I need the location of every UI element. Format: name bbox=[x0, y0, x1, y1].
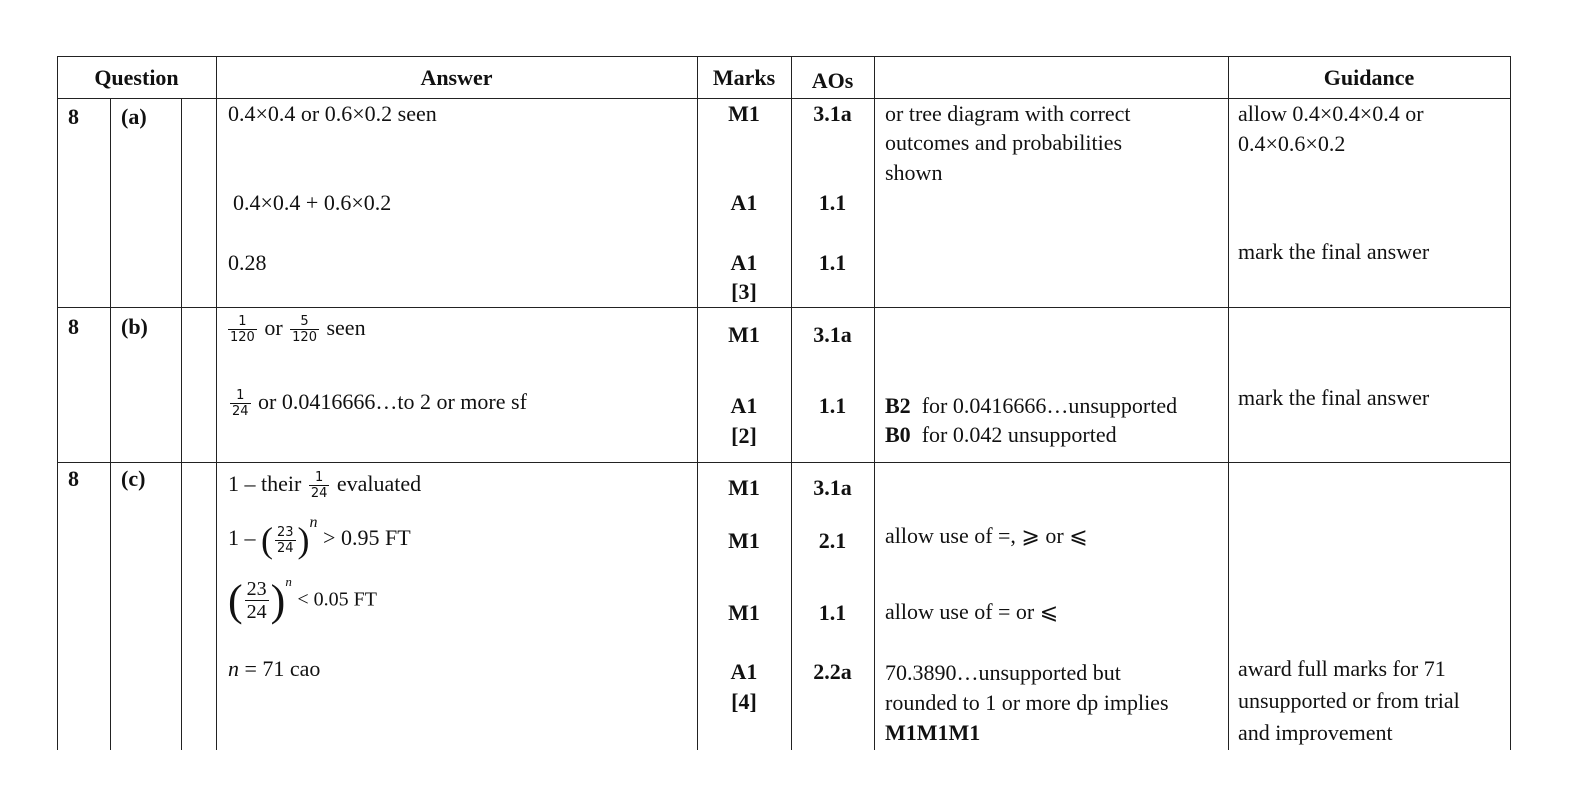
additional-note: or tree diagram with correct bbox=[885, 101, 1131, 126]
answer-line: ( $\frac{23}{24}$ )$^n$ < 0.05 FT bbox=[228, 573, 377, 625]
additional-note: B0 for 0.042 unsupported bbox=[885, 422, 1117, 447]
header-aos: AOs bbox=[811, 68, 854, 93]
additional-note: outcomes and probabilities bbox=[885, 130, 1123, 155]
column-divider bbox=[216, 56, 217, 750]
ao-code: 1.1 bbox=[818, 190, 847, 215]
mark-code: M1 bbox=[728, 600, 760, 625]
ao-code: 3.1a bbox=[813, 322, 852, 347]
mark-code: A1 bbox=[730, 393, 758, 418]
additional-note: rounded to 1 or more dp implies bbox=[885, 690, 1169, 715]
guidance-note: and improvement bbox=[1238, 720, 1393, 745]
table-border-right bbox=[1510, 56, 1511, 750]
ao-code: 1.1 bbox=[818, 600, 847, 625]
guidance-note: mark the final answer bbox=[1238, 239, 1430, 264]
table-border-top bbox=[57, 56, 1511, 57]
column-divider bbox=[874, 56, 875, 750]
fraction: $\frac{1}{24}$ bbox=[232, 388, 249, 420]
additional-note: M1M1M1 bbox=[885, 720, 981, 745]
guidance-note: award full marks for 71 bbox=[1238, 656, 1446, 681]
ao-code: 2.2a bbox=[813, 659, 852, 684]
row-divider bbox=[57, 307, 1511, 308]
additional-note: allow use of = or ⩽ bbox=[885, 599, 1059, 624]
fraction: $\frac{23}{24}$ bbox=[246, 578, 267, 623]
ao-code: 1.1 bbox=[818, 393, 847, 418]
mark-scheme-table bbox=[57, 56, 1511, 750]
additional-note: shown bbox=[885, 160, 943, 185]
guidance-note: allow 0.4×0.4×0.4 or bbox=[1238, 101, 1424, 126]
answer-line: 0.28 bbox=[228, 250, 267, 275]
answer-line: 1 – their $\frac{1}{24}$ evaluated bbox=[228, 470, 422, 502]
total-marks: [4] bbox=[731, 689, 757, 714]
ao-code: 1.1 bbox=[818, 250, 847, 275]
guidance-note: 0.4×0.6×0.2 bbox=[1238, 131, 1346, 156]
mark-code: M1 bbox=[728, 475, 760, 500]
answer-line: n = 71 cao bbox=[228, 656, 321, 681]
additional-note: B2 for 0.0416666…unsupported bbox=[885, 393, 1178, 418]
ao-code: 3.1a bbox=[813, 101, 852, 126]
total-marks: [2] bbox=[731, 423, 757, 448]
question-number: 8 bbox=[68, 314, 79, 339]
mark-code: A1 bbox=[730, 190, 758, 215]
header-guidance: Guidance bbox=[1323, 65, 1415, 90]
ao-code: 2.1 bbox=[818, 528, 847, 553]
additional-note: 70.3890…unsupported but bbox=[885, 660, 1121, 685]
total-marks: [3] bbox=[731, 279, 757, 304]
mark-code: A1 bbox=[730, 659, 758, 684]
header-answer: Answer bbox=[420, 65, 493, 90]
answer-line: $\frac{1}{120}$ or $\frac{5}{120}$ seen bbox=[230, 314, 366, 346]
mark-code: A1 bbox=[730, 250, 758, 275]
question-part: (a) bbox=[121, 104, 147, 129]
guidance-note: unsupported or from trial bbox=[1238, 688, 1460, 713]
question-part: (c) bbox=[121, 466, 146, 491]
question-number: 8 bbox=[68, 466, 79, 491]
header-marks: Marks bbox=[712, 65, 776, 90]
column-divider bbox=[181, 98, 182, 750]
fraction: $\frac{23}{24}$ bbox=[277, 524, 294, 556]
ao-code: 3.1a bbox=[813, 475, 852, 500]
mark-code: M1 bbox=[728, 528, 760, 553]
fraction: $\frac{5}{120}$ bbox=[292, 314, 317, 346]
table-border-left bbox=[57, 56, 58, 750]
question-part: (b) bbox=[121, 314, 148, 339]
answer-line: 1 – ( $\frac{23}{24}$ )$^n$ > 0.95 FT bbox=[228, 514, 411, 560]
answer-line: $\frac{1}{24}$ or 0.0416666…to 2 or more sf bbox=[232, 388, 527, 420]
question-number: 8 bbox=[68, 104, 79, 129]
fraction: $\frac{1}{120}$ bbox=[230, 314, 255, 346]
mark-code: M1 bbox=[728, 322, 760, 347]
row-divider bbox=[57, 462, 1511, 463]
column-divider bbox=[110, 98, 111, 750]
mark-code: M1 bbox=[728, 101, 760, 126]
additional-note: allow use of =, ⩾ or ⩽ bbox=[885, 523, 1088, 548]
answer-line: 0.4×0.4 or 0.6×0.2 seen bbox=[228, 101, 437, 126]
header-question: Question bbox=[94, 65, 179, 90]
guidance-note: mark the final answer bbox=[1238, 385, 1430, 410]
fraction: $\frac{1}{24}$ bbox=[310, 470, 328, 502]
answer-line: 0.4×0.4 + 0.6×0.2 bbox=[233, 190, 392, 215]
column-divider bbox=[1228, 56, 1229, 750]
